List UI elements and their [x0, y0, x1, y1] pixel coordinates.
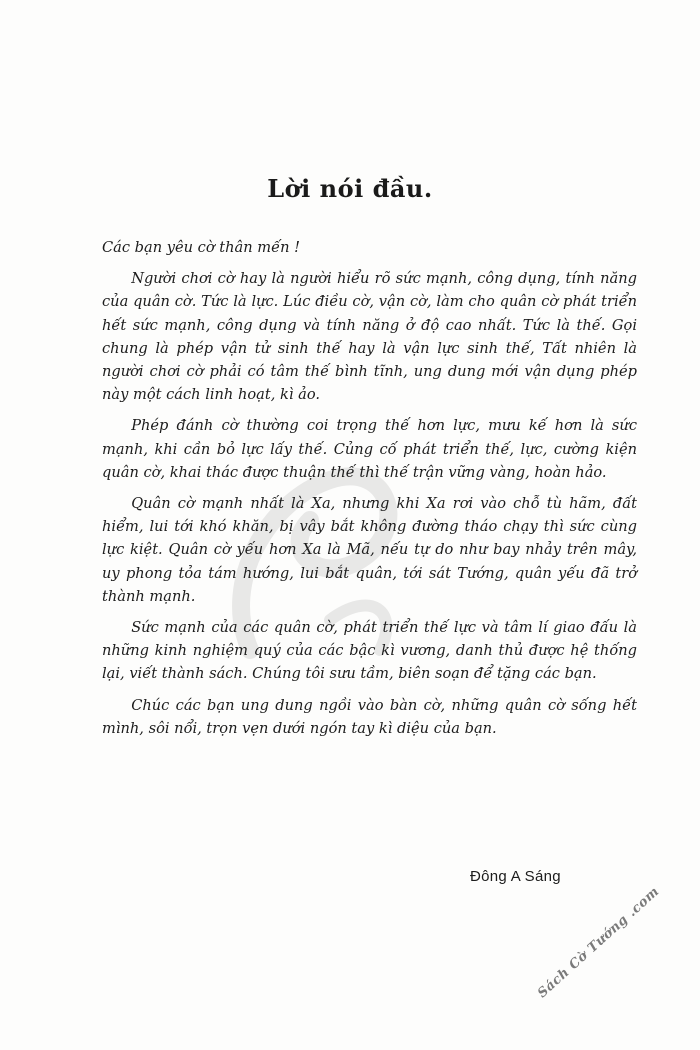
paragraph: Quân cờ mạnh nhất là Xa, nhưng khi Xa rơi vào chỗ tù hãm, đất hiểm, lui tới khó khăn, bị vây bắt không đường tháo chạy thì sức cùng lực kiệt. Quân cờ yếu hơn Xa là Mã, nếu tự do như bay nhảy trên mây, uy phong tỏa tám hướng, lui bắt quân, tới sát Tướng, quân yếu đã trở thành mạnh. [102, 495, 637, 605]
paragraph: Sức mạnh của các quân cờ, phát triển thế lực và tâm lí giao đấu là những kinh nghiệm quý của các bậc kì vương, danh thủ được hệ thống lại, viết thành sách. Chúng tôi sưu tầm, biên soạn để tặng các bạn. [102, 619, 637, 683]
watermark-text: Sách Cờ Tướng .com [534, 884, 663, 1002]
page-title: Lời nói đầu. [267, 174, 433, 204]
preface-body [102, 236, 637, 748]
watermark-corner [534, 884, 700, 1050]
paragraph: Phép đánh cờ thường coi trọng thế hơn lực, mưu kế hơn là sức mạnh, khi cần bỏ lực lấy thế. Củng cố phát triển thế, lực, cường kiện quân cờ, khai thác được thuận thế thì thế trận vững vàng, hoàn hảo. [102, 417, 637, 481]
greeting-line: Các bạn yêu cờ thân mến ! [102, 239, 300, 256]
author-signature: Đông A Sáng [470, 868, 561, 885]
paragraph: Chúc các bạn ung dung ngồi vào bàn cờ, những quân cờ sống hết mình, sôi nổi, trọn vẹn dưới ngón tay kì diệu của bạn. [102, 696, 637, 737]
paragraph: Người chơi cờ hay là người hiểu rõ sức mạnh, công dụng, tính năng của quân cờ. Tức là lực. Lúc điều cờ, vận cờ, làm cho quân cờ phát triển hết sức mạnh, công dụng và tính năng ở độ cao nhất. Tức là thế. Gọi chung là phép vận tử sinh thế hay là vận lực sinh thế, Tất nhiên là người chơi cờ phải có tâm thế bình tĩnh, ung dung mới vận dụng phép này một cách linh hoạt, kì ảo. [102, 270, 637, 404]
